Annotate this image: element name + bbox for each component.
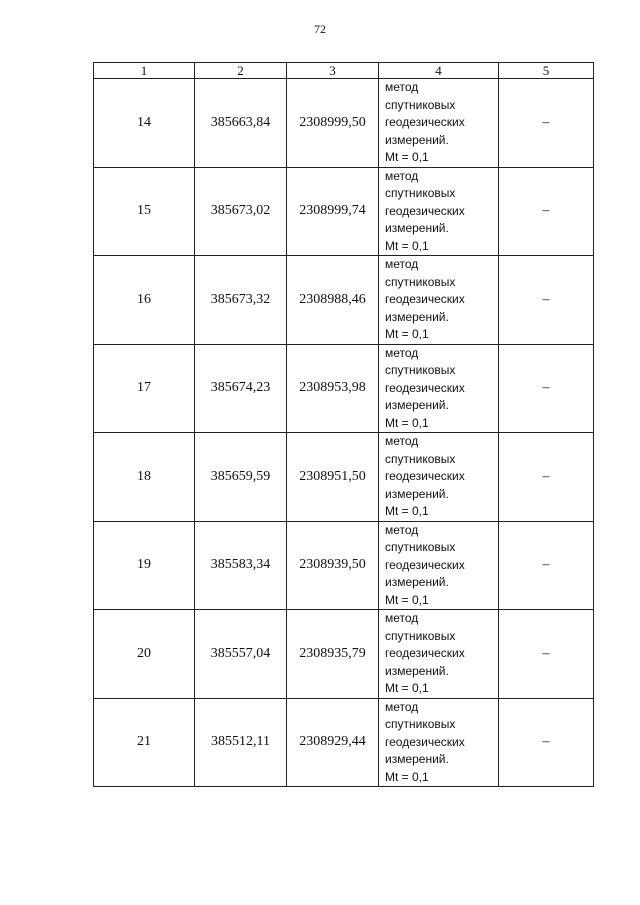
y-coordinate-cell: 2308953,98: [287, 344, 379, 433]
table-row: [94, 698, 594, 787]
method-line: метод: [385, 699, 419, 714]
table-row: [94, 79, 594, 168]
x-coordinate-cell: 385673,02: [195, 167, 287, 256]
method-cell: [379, 698, 499, 787]
method-line: измерений.: [385, 132, 449, 147]
method-line: спутниковых: [385, 363, 456, 377]
table-row: [94, 433, 594, 522]
method-line: метод: [385, 434, 419, 448]
point-number-cell: 16: [94, 256, 195, 345]
x-coordinate-cell: 385659,59: [195, 433, 287, 522]
method-line: метод: [385, 522, 419, 537]
method-line: измерений.: [385, 663, 449, 678]
point-number-cell: 18: [94, 433, 195, 522]
method-line: Mt = 0,1: [385, 504, 429, 518]
header-col-2: 2: [195, 63, 287, 79]
header-col-1: 1: [94, 63, 195, 79]
method-line: Mt = 0,1: [385, 769, 429, 784]
method-line: спутниковых: [385, 540, 456, 554]
method-line: геодезических: [385, 734, 465, 749]
table-row: [94, 521, 594, 610]
table-row: [94, 167, 594, 256]
method-cell: [379, 167, 499, 256]
table-row: [94, 256, 594, 345]
table-row: [94, 610, 594, 699]
note-cell: –: [499, 698, 594, 787]
header-col-3: 3: [287, 63, 379, 79]
y-coordinate-cell: 2308988,46: [287, 256, 379, 345]
method-line: измерений.: [385, 309, 449, 324]
method-line: геодезических: [385, 292, 465, 306]
note-cell: –: [499, 344, 594, 433]
method-line: спутниковых: [385, 451, 456, 466]
y-coordinate-cell: 2308929,44: [287, 698, 379, 787]
method-cell: [379, 344, 499, 433]
y-coordinate-cell: 2308935,79: [287, 610, 379, 699]
point-number-cell: 17: [94, 344, 195, 433]
x-coordinate-cell: 385673,32: [195, 256, 287, 345]
method-line: метод: [385, 611, 419, 625]
method-line: Mt = 0,1: [385, 238, 429, 253]
y-coordinate-cell: 2308939,50: [287, 521, 379, 610]
header-row: [94, 63, 594, 79]
point-number-cell: 15: [94, 167, 195, 256]
y-coordinate-cell: 2308951,50: [287, 433, 379, 522]
method-line: спутниковых: [385, 274, 456, 289]
note-cell: –: [499, 256, 594, 345]
method-line: метод: [385, 168, 419, 183]
method-cell: [379, 610, 499, 699]
method-line: измерений.: [385, 486, 449, 501]
method-line: спутниковых: [385, 628, 456, 643]
table-body: [94, 79, 594, 787]
point-number-cell: 21: [94, 698, 195, 787]
header-col-4: 4: [379, 63, 499, 79]
y-coordinate-cell: 2308999,50: [287, 79, 379, 168]
page-number: 72: [314, 22, 326, 36]
note-cell: –: [499, 610, 594, 699]
method-line: геодезических: [385, 646, 465, 660]
method-line: измерений.: [385, 221, 449, 235]
method-line: спутниковых: [385, 186, 456, 200]
method-line: метод: [385, 345, 419, 360]
method-line: метод: [385, 80, 419, 94]
y-coordinate-cell: 2308999,74: [287, 167, 379, 256]
method-cell: [379, 433, 499, 522]
x-coordinate-cell: 385557,04: [195, 610, 287, 699]
method-line: геодезических: [385, 557, 465, 572]
note-cell: –: [499, 79, 594, 168]
method-line: Mt = 0,1: [385, 681, 429, 695]
method-line: метод: [385, 257, 419, 271]
method-line: Mt = 0,1: [385, 592, 429, 607]
method-line: Mt = 0,1: [385, 327, 429, 341]
coordinates-table: [93, 62, 594, 787]
point-number-cell: 14: [94, 79, 195, 168]
point-number-cell: 20: [94, 610, 195, 699]
note-cell: –: [499, 433, 594, 522]
method-line: Mt = 0,1: [385, 415, 429, 430]
x-coordinate-cell: 385674,23: [195, 344, 287, 433]
x-coordinate-cell: 385512,11: [195, 698, 287, 787]
method-line: измерений.: [385, 752, 449, 766]
x-coordinate-cell: 385583,34: [195, 521, 287, 610]
method-cell: [379, 521, 499, 610]
x-coordinate-cell: 385663,84: [195, 79, 287, 168]
table-row: [94, 344, 594, 433]
method-line: геодезических: [385, 380, 465, 395]
method-cell: [379, 256, 499, 345]
header-col-5: 5: [499, 63, 594, 79]
table-header: [94, 63, 594, 79]
note-cell: –: [499, 521, 594, 610]
method-line: спутниковых: [385, 97, 456, 112]
method-line: измерений.: [385, 398, 449, 412]
point-number-cell: 19: [94, 521, 195, 610]
method-line: геодезических: [385, 469, 465, 483]
method-line: геодезических: [385, 203, 465, 218]
method-line: Mt = 0,1: [385, 150, 429, 164]
method-cell: [379, 79, 499, 168]
method-line: измерений.: [385, 575, 449, 589]
method-line: геодезических: [385, 115, 465, 129]
note-cell: –: [499, 167, 594, 256]
method-line: спутниковых: [385, 717, 456, 731]
